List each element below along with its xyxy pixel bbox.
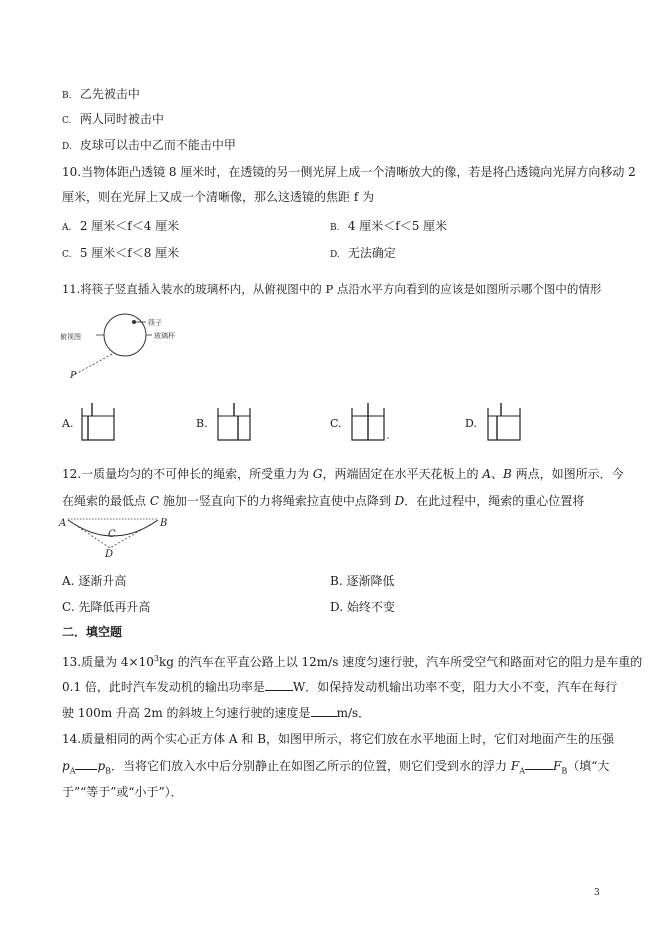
option-letter: D. — [62, 142, 72, 152]
answer-blank[interactable] — [311, 704, 337, 717]
answer-blank[interactable] — [265, 678, 293, 691]
q14-line2 — [62, 757, 609, 779]
option-text: 始终不变 — [346, 600, 395, 614]
q9-option-d — [62, 137, 236, 155]
q11-option-d-label: D. — [465, 417, 477, 430]
q10-option-a — [62, 218, 179, 236]
q11-option-b-figure — [216, 402, 252, 442]
cup-outline — [488, 408, 520, 440]
symbol-a: A — [482, 467, 491, 481]
option-letter: C. — [62, 600, 75, 614]
text-span: W．如保持发动机输出功率不变，阻力大小不变，汽车在每行 — [292, 680, 618, 694]
q12-option-b — [330, 573, 394, 589]
symbol-f: F — [510, 759, 520, 773]
option-text: 乙先被击中 — [79, 87, 140, 101]
option-text: 5 厘米＜f＜8 厘米 — [79, 246, 180, 260]
label-c: C — [108, 529, 116, 540]
answer-blank[interactable] — [75, 757, 97, 770]
symbol-b: B — [503, 467, 512, 481]
subscript: B — [561, 766, 568, 776]
answer-blank[interactable] — [525, 757, 553, 770]
label-a: A — [59, 518, 67, 529]
chopstick-dot — [132, 320, 136, 324]
option-letter: D. — [330, 600, 344, 614]
subscript: B — [105, 766, 112, 776]
figure-label-glass: 玻璃杯 — [154, 332, 175, 340]
section-heading-fill-blank: 二．填空题 — [62, 625, 123, 639]
q11-option-d-figure — [486, 402, 522, 442]
option-text: 两人同时被击中 — [79, 112, 164, 126]
exponent: 3 — [153, 654, 159, 663]
symbol-p: p — [62, 759, 70, 773]
q11-option-a-figure — [80, 402, 116, 442]
option-text: 逐渐升高 — [78, 574, 127, 588]
symbol-c: C — [149, 494, 160, 508]
label-b: B — [160, 518, 168, 529]
text-span: 、 — [491, 467, 504, 481]
option-letter: B. — [62, 91, 72, 101]
q13-line2 — [62, 678, 617, 695]
figure-label-chopstick: 筷子 — [148, 319, 162, 327]
glass-circle — [104, 314, 146, 356]
q12-option-a — [62, 573, 126, 589]
option-text: 逐渐降低 — [346, 574, 395, 588]
option-letter: C. — [62, 116, 72, 126]
q11-option-c-figure — [350, 402, 390, 442]
text-span: ，两端固定在水平天花板上的 — [322, 467, 483, 481]
q9-option-c — [62, 111, 164, 129]
text-span: 在绳索的最低点 — [62, 494, 150, 508]
text-span: 驶 100m 升高 2m 的斜坡上匀速行驶的速度是 — [62, 706, 311, 720]
option-text: 先降低再升高 — [78, 600, 151, 614]
subscript: A — [519, 766, 525, 776]
speck — [387, 437, 389, 439]
q10-option-c — [62, 245, 179, 263]
q12-option-c — [62, 599, 150, 615]
subscript: A — [69, 766, 76, 776]
label-d: D — [105, 549, 114, 560]
page-number: 3 — [594, 888, 600, 898]
figure-label-view: 俯视图 — [60, 333, 81, 341]
option-letter: C. — [62, 250, 72, 260]
symbol-p: p — [97, 759, 106, 773]
q11-option-a-label: A. — [62, 417, 74, 430]
sightline — [72, 354, 112, 376]
cup-outline — [82, 408, 114, 440]
option-letter: A. — [62, 223, 72, 233]
symbol-f: F — [552, 759, 562, 773]
q12-stem-line1 — [62, 466, 624, 482]
option-text: 皮球可以击中乙而不能击中甲 — [79, 138, 236, 152]
option-text: 4 厘米＜f＜5 厘米 — [347, 219, 448, 233]
text-span: kg 的汽车在平直公路上以 12m/s 速度匀速行驶，汽车所受空气和路面对它的阻力是车重的 — [158, 655, 643, 669]
q9-option-b — [62, 86, 140, 104]
q10-stem-line1: 10.当物体距凸透镜 8 厘米时，在透镜的另一侧光屏上成一个清晰放大的像，若是将凸透镜向光屏方向移动 2 — [62, 165, 636, 179]
symbol-d: D — [394, 494, 405, 508]
q11-option-b-label: B. — [196, 417, 208, 430]
text-span: （填“大 — [567, 759, 610, 773]
text-span: ．在此过程中，绳索的重心位置将 — [404, 494, 585, 508]
text-span: 施加一竖直向下的力将绳索拉直使中点降到 — [159, 494, 395, 508]
q11-option-c-label: C. — [330, 417, 342, 430]
q13-line1 — [62, 651, 642, 670]
option-text: 2 厘米＜f＜4 厘米 — [79, 219, 180, 233]
option-letter: D. — [330, 250, 340, 260]
q14-line3: 于”“等于”或“小于”）． — [62, 785, 183, 799]
q11-top-view-figure — [60, 310, 200, 385]
text-span: 12.一质量均匀的不可伸长的绳索，所受重力为 — [62, 467, 313, 481]
option-text: 无法确定 — [347, 246, 396, 260]
q10-option-b — [330, 218, 447, 236]
q12-rope-figure — [58, 510, 176, 560]
symbol-g: G — [312, 467, 323, 481]
q10-stem-line2: 厘米，则在光屏上又成一个清晰像，那么这透镜的焦距 f 为 — [62, 190, 375, 204]
option-letter: B. — [330, 223, 340, 233]
q13-line3 — [62, 704, 370, 721]
text-span: 13.质量为 4×10 — [62, 655, 154, 669]
q12-option-d — [330, 599, 395, 615]
text-span: 0.1 倍，此时汽车发动机的输出功率是 — [62, 680, 265, 694]
text-span: ．当将它们放入水中后分别静止在如图乙所示的位置，则它们受到水的浮力 — [111, 759, 511, 773]
option-letter: B. — [330, 574, 343, 588]
q14-line1: 14.质量相同的两个实心正方体 A 和 B，如图甲所示，将它们放在水平地面上时，它们对地面产生的压强 — [62, 732, 615, 746]
text-span: 两点，如图所示．今 — [511, 467, 624, 481]
text-span: m/s． — [336, 706, 371, 720]
option-letter: A. — [62, 574, 75, 588]
q12-stem-line2 — [62, 493, 584, 509]
q11-stem: 11.将筷子竖直插入装水的玻璃杯内，从俯视图中的 P 点沿水平方向看到的应该是如图所示哪个图中的情形 — [62, 282, 602, 296]
figure-label-point: P — [70, 371, 77, 381]
q10-option-d — [330, 245, 396, 263]
